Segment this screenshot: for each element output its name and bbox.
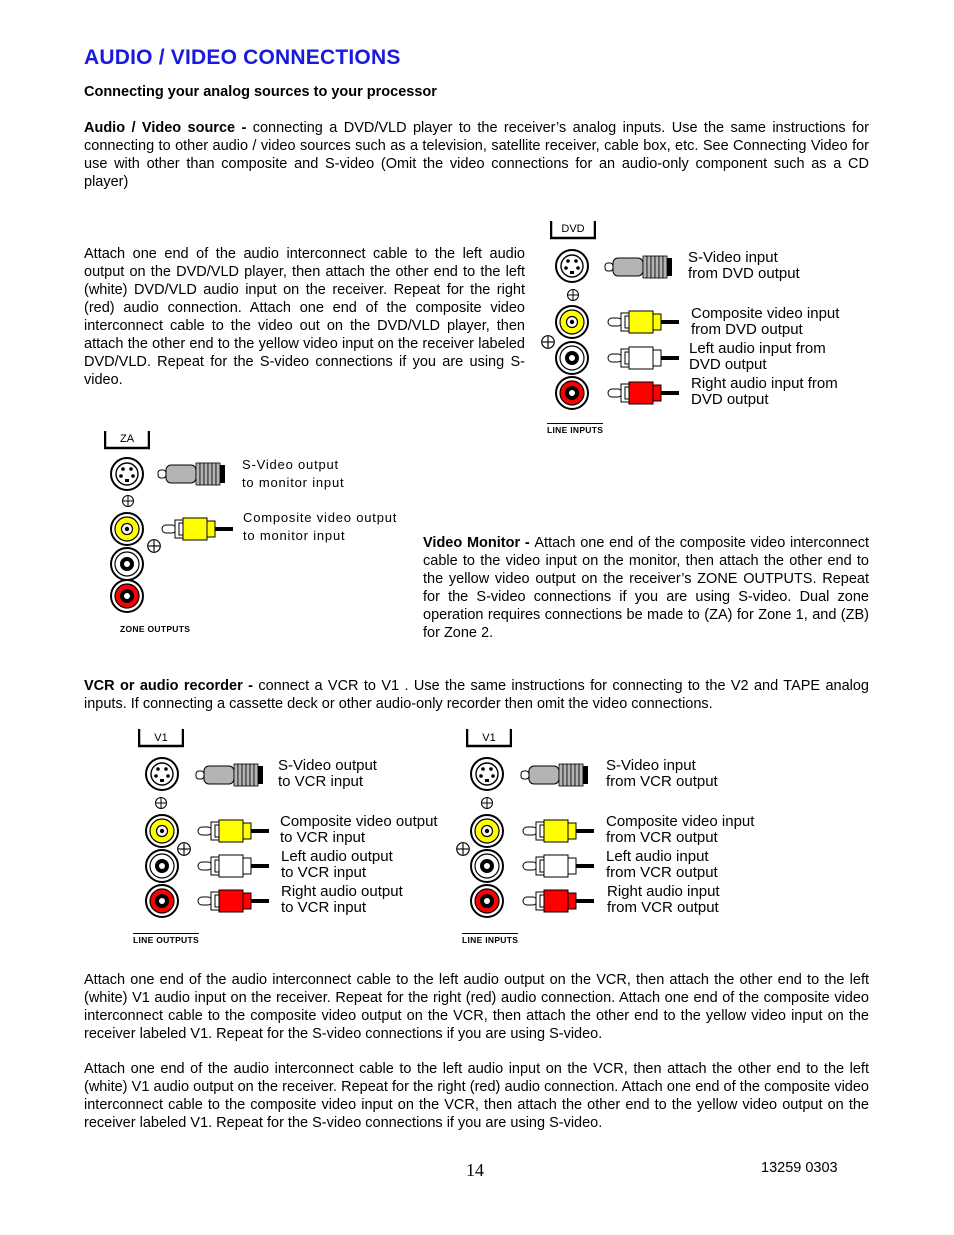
composite-jack-icon[interactable] (144, 813, 180, 849)
document-code: 13259 0303 (761, 1160, 838, 1176)
zone-output-diagram (100, 430, 420, 640)
svideo-jack-icon[interactable] (469, 756, 505, 792)
svideo-plug-icon (597, 253, 681, 281)
svideo-plug-icon (513, 761, 597, 789)
composite-plug-icon (513, 817, 603, 845)
ground-icon (146, 538, 162, 554)
v1-out-composite-label: Composite video output to VCR input (280, 813, 438, 846)
v1-outputs-tag: V1 (154, 732, 168, 744)
left-audio-jack-icon[interactable] (144, 848, 180, 884)
dvd-svideo-label: S-Video input from DVD output (688, 249, 800, 282)
page-title: AUDIO / VIDEO CONNECTIONS (84, 46, 401, 69)
vcr-lead: VCR or audio recorder - (84, 678, 259, 694)
v1-in-left-audio-label: Left audio input from VCR output (606, 848, 718, 881)
dvd-composite-label: Composite video input from DVD output (691, 305, 840, 338)
ground-icon (121, 494, 135, 508)
composite-plug-icon (598, 308, 688, 336)
left-audio-plug-icon (598, 344, 688, 372)
vcr-paragraph (84, 677, 869, 713)
left-audio-jack-icon[interactable] (469, 848, 505, 884)
dvd-tag: DVD (561, 223, 585, 235)
v1-out-left-audio-label: Left audio output to VCR input (281, 848, 393, 881)
v1-in-svideo-label: S-Video input from VCR output (606, 757, 718, 790)
svideo-plug-icon (150, 460, 234, 488)
v1-in-right-audio-label: Right audio input from VCR output (607, 883, 720, 916)
white-jack-icon[interactable] (109, 546, 145, 582)
composite-jack-icon[interactable] (109, 511, 145, 547)
left-audio-plug-icon (188, 852, 278, 880)
red-jack-icon[interactable] (109, 578, 145, 614)
left-audio-jack-icon[interactable] (554, 340, 590, 376)
vcr-paragraph-2: Attach one end of the audio interconnect cable to the left audio input on the VCR, then attach the other end to the left (white) V1 audio output on the receiver. Repeat for the right (red) audio connection. Attach one end of the composite video interconnect cable to the composite video input on the VCR, then attach the other end to the yellow video output on the receiver labeled V1. Repeat for the S-video connections if you are using S-video. (84, 1061, 869, 1131)
composite-jack-icon[interactable] (554, 304, 590, 340)
page-number: 14 (466, 1160, 484, 1180)
intro-text: connecting a DVD/VLD player to the receiver’s analog inputs. Use the same instructions for connecting to other audio / video sources such as a television, satellite receiver, cable box, etc. See Connecting Video for use with other than composite and S-video (Omit the video connections for an audio-only component such as a CD player) (84, 120, 869, 190)
composite-jack-icon[interactable] (469, 813, 505, 849)
v1-out-right-audio-label: Right audio output to VCR input (281, 883, 403, 916)
right-audio-plug-icon (598, 379, 688, 407)
intro-paragraph (84, 119, 869, 191)
right-audio-plug-icon (188, 887, 278, 915)
right-audio-jack-icon[interactable] (144, 883, 180, 919)
composite-plug-icon (152, 515, 242, 543)
dvd-paragraph: Attach one end of the audio interconnect cable to the left audio output on the DVD/VLD player, then attach the other end to the left (white) DVD/VLD audio input on the receiver. Repeat for the right (red) audio connection. Attach one end of the composite video interconnect cable to the video out on the DVD/VLD player, then attach the other end to the yellow video input on the receiver labeled DVD/VLD. Repeat for the S-video connections if you are using S-video. (84, 246, 525, 388)
za-composite-label: Composite video output to monitor input (243, 510, 398, 543)
v1-inputs-tag: V1 (482, 732, 496, 744)
ground-icon (566, 288, 580, 302)
za-svideo-label: S-Video output to monitor input (242, 457, 345, 490)
svideo-jack-icon[interactable] (144, 756, 180, 792)
right-audio-plug-icon (513, 887, 603, 915)
v1-inputs-panel-label: LINE INPUTS (462, 935, 519, 945)
v1-out-svideo-label: S-Video output to VCR input (278, 757, 377, 790)
vcr-text: connect a VCR to V1 . Use the same instructions for connecting to the V2 and TAPE analog inputs. If connecting a cassette deck or other audio-only recorder then omit the video connections. (84, 678, 869, 712)
v1-outputs-diagram (130, 728, 460, 948)
v1-outputs-panel-label: LINE OUTPUTS (133, 935, 199, 945)
vcr-paragraph-1: Attach one end of the audio interconnect cable to the left audio output on the VCR, then attach the other end to the left (white) V1 audio input on the receiver. Repeat for the right (red) audio connection. Attach one end of the composite video interconnect cable to the composite video output on the VCR, then attach the other end to the yellow video input on the receiver labeled V1. Repeat for the S-video connections if you are using S-video. (84, 972, 869, 1042)
section-subtitle: Connecting your analog sources to your processor (84, 84, 437, 100)
right-audio-jack-icon[interactable] (469, 883, 505, 919)
dvd-left-audio-label: Left audio input from DVD output (689, 340, 826, 373)
dvd-right-audio-label: Right audio input from DVD output (691, 375, 838, 408)
za-tag: ZA (119, 433, 135, 445)
monitor-paragraph (423, 534, 869, 642)
svideo-jack-icon[interactable] (554, 248, 590, 284)
monitor-text: Attach one end of the composite video interconnect cable to the video input on the monitor, then attach the other end to the yellow video output on the receiver’s ZONE OUTPUTS. Repeat for the S-video connections if you are using S-video. Dual zone operation requires connections be made to (ZA) for Zone 1, and (ZB) for Zone 2. (423, 535, 869, 641)
intro-lead: Audio / Video source - (84, 120, 253, 136)
monitor-lead: Video Monitor - (423, 535, 535, 551)
svideo-plug-icon (188, 761, 272, 789)
left-audio-plug-icon (513, 852, 603, 880)
ground-icon (480, 796, 494, 810)
right-audio-jack-icon[interactable] (554, 375, 590, 411)
v1-in-composite-label: Composite video input from VCR output (606, 813, 755, 846)
dvd-panel-label: LINE INPUTS (547, 425, 604, 435)
za-panel-label: ZONE OUTPUTS (120, 624, 191, 634)
dvd-connection-diagram (542, 220, 872, 440)
composite-plug-icon (188, 817, 278, 845)
svideo-jack-icon[interactable] (109, 456, 145, 492)
v1-inputs-diagram (458, 728, 788, 948)
ground-icon (154, 796, 168, 810)
